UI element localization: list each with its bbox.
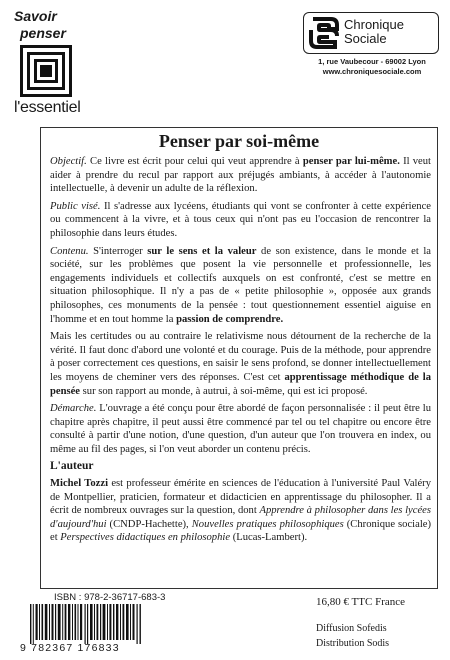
text-segment: (Lucas-Lambert). — [230, 532, 308, 544]
text-segment: Il s'adresse aux lycéens, étudiants qui vont se confronter à cette expérience ou commencent à la vivre, et à tous ceux qui n'ont pas eu l'occasion de rencontrer la philosophie dans leurs études. — [50, 200, 431, 239]
bold-segment: passion de comprendre. — [176, 313, 284, 325]
series-word-savoir: Savoir — [14, 8, 57, 24]
lead-demarche: Démarche. — [50, 403, 97, 415]
isbn-block — [18, 589, 165, 603]
text-segment: de son existence, dans le monde et la société, sur les problèmes que posent la vie personnelle et professionnelle, les engagements individuels et collectifs auxquels on est confronté, c'est se mettre en situation philosophique. Il n'y a pas de « petite philosophie », opposée aux grands philosophes, ces monuments de la pensée : tout questionnement essentiel aiguise en l'homme et en tout homme la — [50, 245, 431, 325]
chronique-sociale-logo-icon — [309, 17, 339, 49]
paragraph-author — [50, 477, 431, 545]
barcode-digits: 9 782367 176833 — [20, 642, 120, 654]
publisher-name — [344, 18, 404, 46]
publisher-address-block — [301, 57, 443, 77]
paragraph-objectif — [50, 155, 431, 196]
paragraph-contenu — [50, 245, 431, 327]
text-segment: Ce livre est écrit pour celui qui veut apprendre à — [86, 156, 303, 167]
publisher-website: www.chroniquesociale.com — [322, 67, 422, 76]
lead-objectif: Objectif. — [50, 156, 87, 167]
bold-segment: sur le sens et la valeur — [147, 245, 257, 257]
text-segment: L'ouvrage a été conçu pour être abordé de façon personnalisée : il peut être lu chapitre après chapitre, il peut aussi être commencé par tel ou tel chapitre ou encore être consulté à partir d'une notion, d'une question, d'un auteur que l'on trouvera en index, ou même au fil des pages, si l'on veut aborder un contenu précis. — [50, 403, 431, 455]
distribution-text: Distribution Sodis — [316, 638, 390, 649]
isbn-text: ISBN : 978-2-36717-683-3 — [54, 592, 166, 603]
price: 16,80 € TTC France — [316, 596, 406, 608]
diffusion-text: Diffusion Sofedis — [316, 623, 387, 634]
paragraph-demarche — [50, 402, 431, 456]
text-segment: (CNDP-Hachette), — [106, 518, 192, 530]
text-segment: S'interroger — [88, 245, 148, 257]
publisher-name-line2: Sociale — [344, 31, 387, 46]
book-ref-title: Apprendre à philosopher dans les lycées d'aujourd'hui — [50, 505, 431, 530]
publisher-logo-box — [303, 12, 439, 54]
book-ref-title: Perspectives didactiques en philosophie — [60, 532, 231, 544]
nested-squares-icon — [20, 45, 72, 97]
text-segment: est professeur émérite en sciences de l'éducation à l'université Paul Valéry de Montpellier, praticien, formateur et didacticien en apprentissage du philosopher. Il a écrit de nombreux ouvrages sur la question, dont — [50, 478, 431, 517]
series-word-essentiel: l'essentiel — [14, 99, 81, 116]
text-segment: Il veut aider à prendre du recul par rapport aux préjugés ambiants, à accéder à l'autonomie intellectuelle, à devenir un adulte de la réflexion. — [50, 156, 432, 195]
publisher-address: 1, rue Vaubecour - 69002 Lyon — [318, 57, 426, 66]
text-segment: (Chronique sociale) et — [50, 518, 431, 544]
lead-contenu: Contenu. — [50, 245, 89, 257]
book-ref-title: Nouvelles pratiques philosophiques — [191, 518, 344, 530]
text-segment: sur son rapport au monde, à autrui, à soi-même, qui est ici proposé. — [80, 385, 368, 397]
description-text — [50, 155, 431, 549]
series-word-penser: penser — [20, 25, 66, 41]
barcode-icon — [30, 604, 142, 644]
series-logo — [14, 8, 124, 117]
author-name: Michel Tozzi — [50, 478, 109, 490]
paragraph-public — [50, 200, 431, 241]
author-heading: L'auteur — [50, 460, 94, 473]
text-segment: Mais les certitudes ou au contraire le relativisme nous détournent de la recherche de la vérité. Il faut donc d'abord une volonté et du courage. Puis de la méthode, pour apprendre à poser correctement ces questions, en saisir le sens profond, se donner intellectuellement les moyens de cheminer vers des réponses. C'est cet — [50, 331, 431, 383]
bold-segment: penser par lui-même. — [302, 156, 400, 167]
bold-segment: apprentissage méthodique de la pensée — [50, 371, 432, 397]
lead-public: Public visé. — [50, 200, 101, 212]
publisher-name-line1: Chronique — [344, 17, 404, 32]
paragraph-certitudes — [50, 330, 431, 398]
book-title: Penser par soi-même — [158, 131, 320, 151]
